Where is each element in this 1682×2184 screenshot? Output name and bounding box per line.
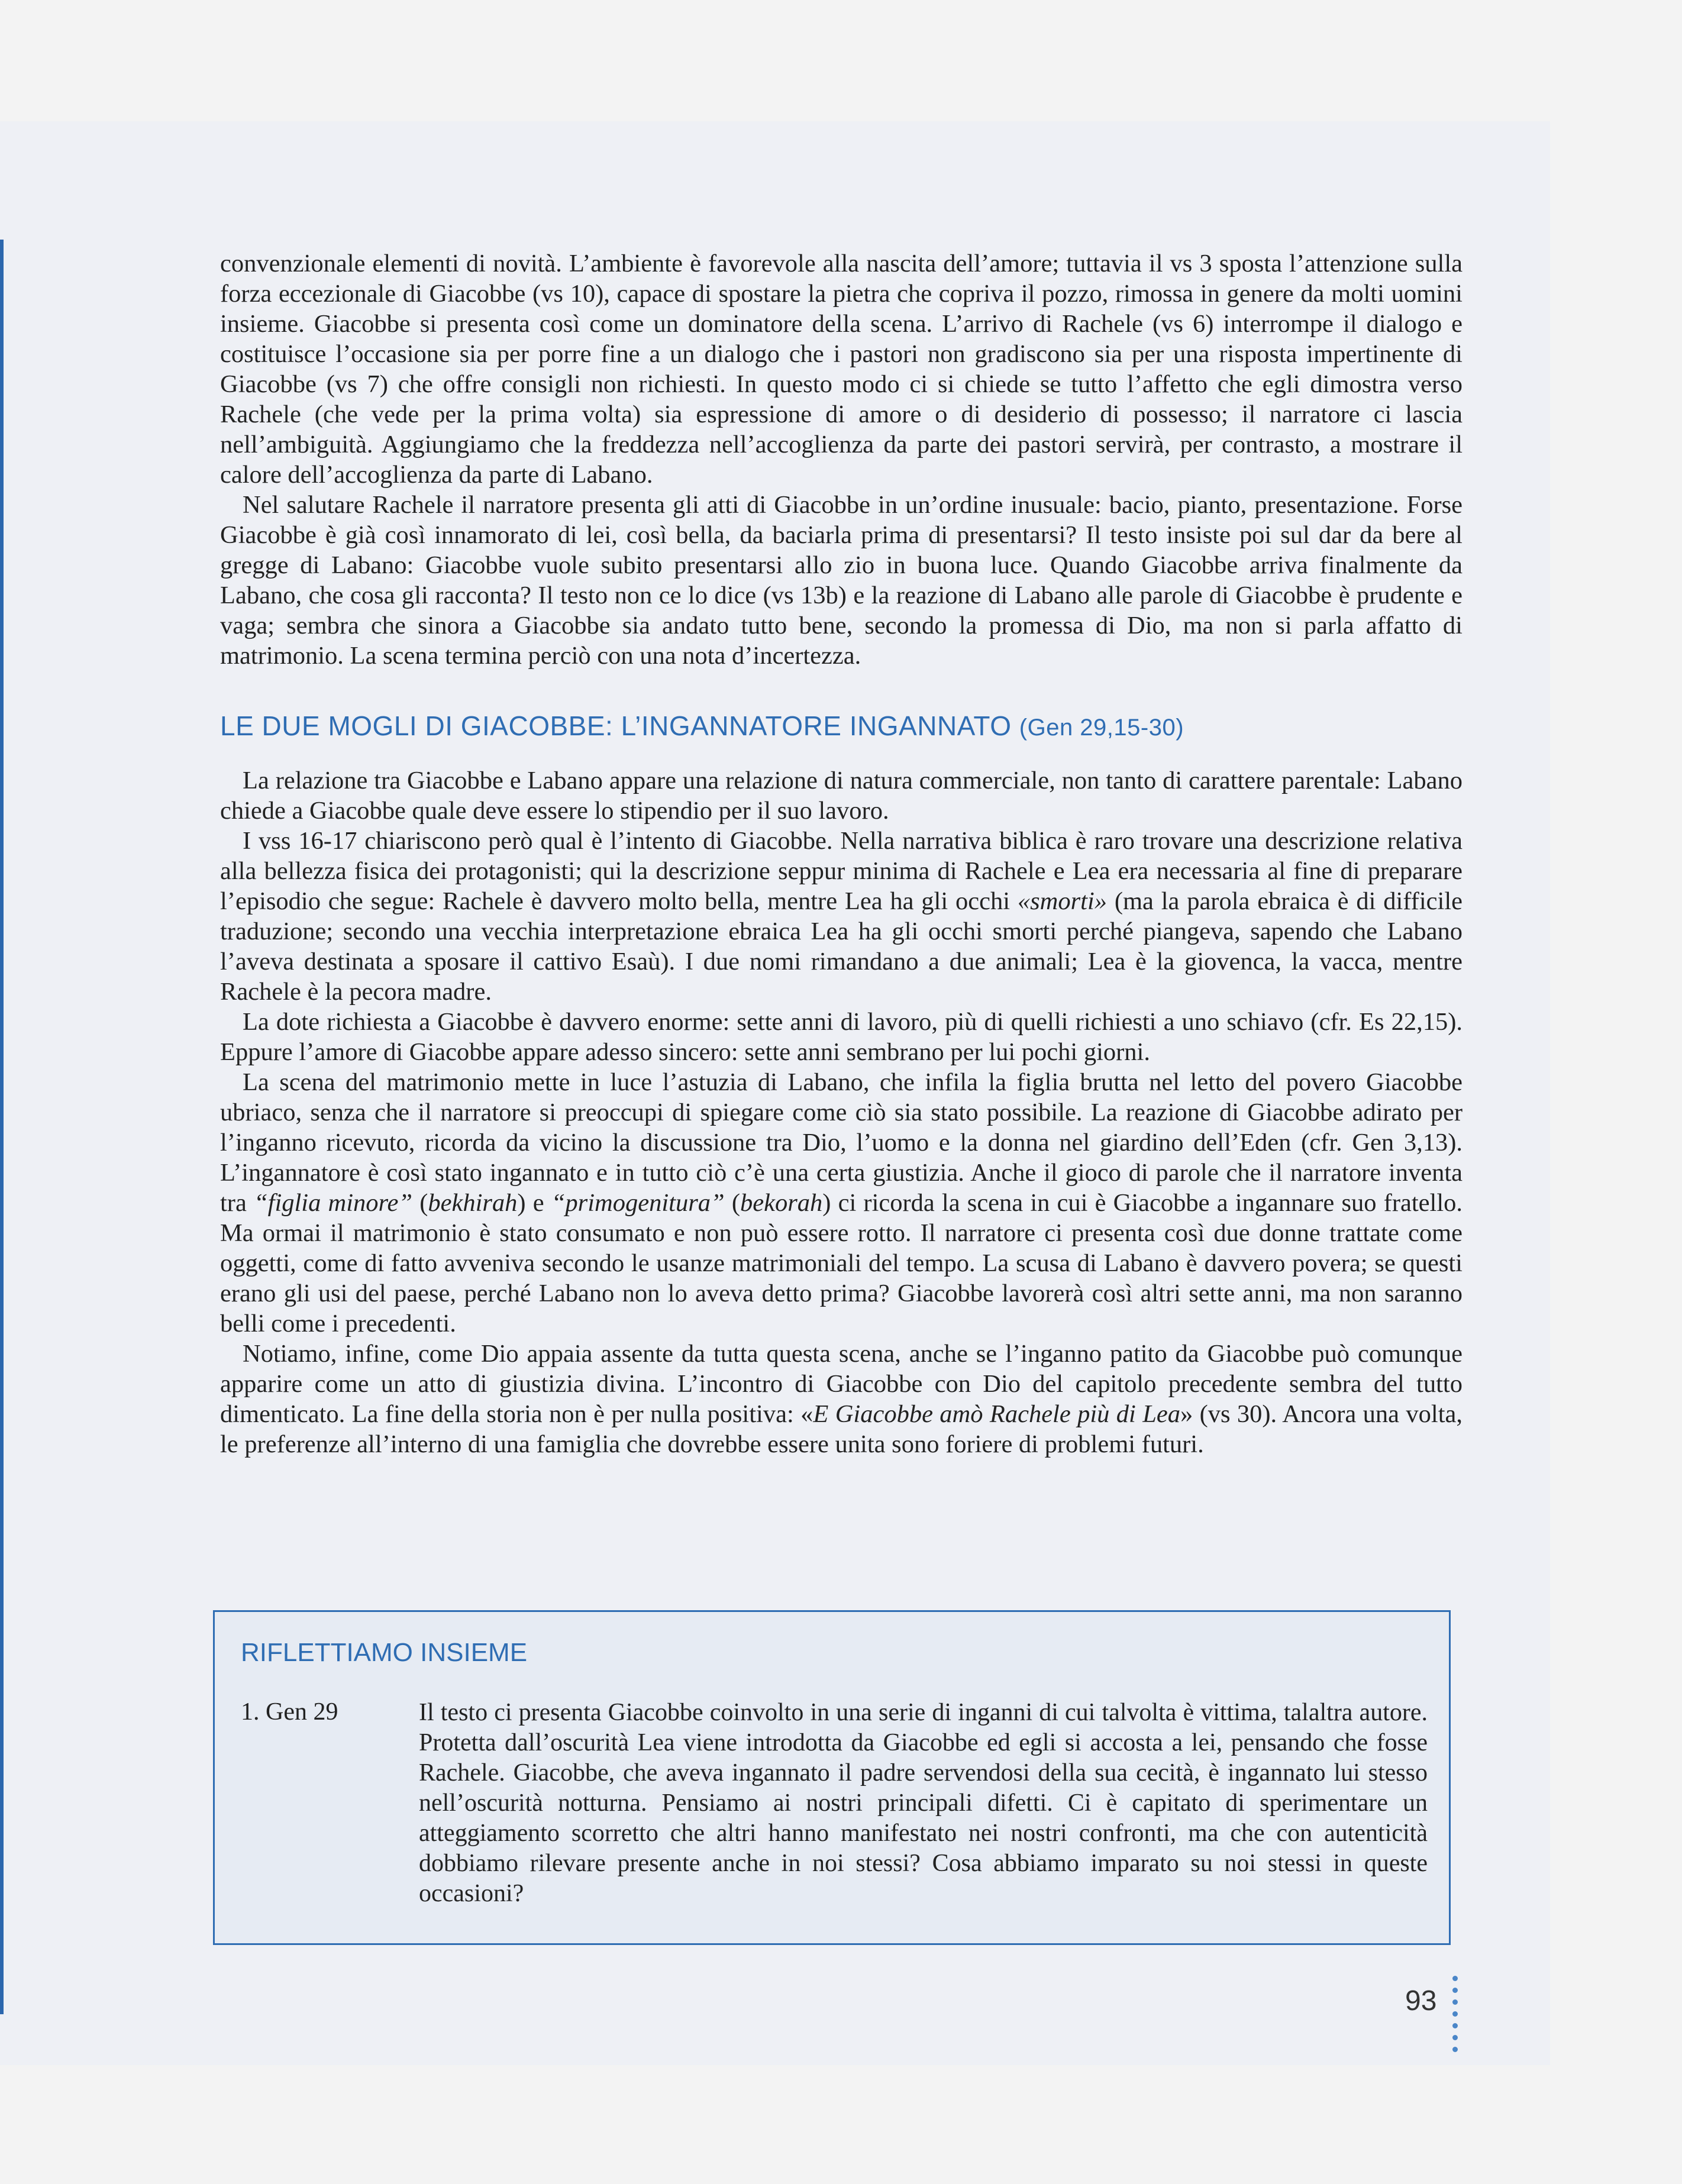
- paragraph-7: Notiamo, infine, come Dio appaia assente da tutta questa scena, anche se l’inganno patito da Giacobbe può comunque apparire come un atto di giustizia divina. L’incontro di Giacobbe con Dio del capitolo precedente sembra del tutto dimenticato. La fine della storia non è per nulla positiva: «E Giacobbe amò Rachele più di Lea» (vs 30). Ancora una volta, le preferenze all’interno di una famiglia che dovrebbe essere unita sono foriere di problemi futuri.: [220, 1340, 1463, 1458]
- paragraph-intro-1: convenzionale elementi di novità. L’ambiente è favorevole alla nascita dell’amore; tuttavia il vs 3 sposta l’attenzione sulla forza eccezionale di Giacobbe (vs 10), capace di spostare la pietra che copriva il pozzo, rimossa in genere da molti uomini insieme. Giacobbe si presenta così come un dominatore della scena. L’arrivo di Rachele (vs 6) interrompe il dialogo e costituisce l’occasione sia per porre fine a un dialogo che i pastori non gradiscono sia per una risposta impertinente di Giacobbe (vs 7) che offre consigli non richiesti. In questo modo ci si chiede se tutto l’affetto che egli dimostra verso Rachele (che vede per la prima volta) sia espressione di amore o di desiderio di possesso; il narratore ci lascia nell’ambiguità. Aggiungiamo che la freddezza nell’accoglienza da parte dei pastori servirà, per contrasto, a mostrare il calore dell’accoglienza da parte di Labano.: [220, 250, 1463, 489]
- reflection-box-title: RIFLETTIAMO INSIEME: [241, 1638, 528, 1667]
- reflection-box: [213, 1610, 1451, 1945]
- section-heading-ref: (Gen 29,15-30): [1019, 715, 1184, 741]
- section-heading: [220, 710, 1463, 742]
- paragraph-6: La scena del matrimonio mette in luce l’astuzia di Labano, che infila la figlia brutta nel letto del povero Giacobbe ubriaco, senza che il narratore si preoccupi di spiegare come ciò sia stato possibile. La reazione di Giacobbe adirato per l’inganno ricevuto, ricorda da vicino la discussione tra Dio, l’uomo e la donna nel giardino dell’Eden (cfr. Gen 3,13). L’ingannatore è così stato ingannato e in tutto ciò c’è una certa giustizia. Anche il gioco di parole che il narratore inventa tra “figlia minore” (bekhirah) e “primogenitura” (bekorah) ci ricorda la scena in cui è Giacobbe a ingannare suo fratello. Ma ormai il matrimonio è stato consumato e non può essere rotto. Il narratore ci presenta così due donne trattate come oggetti, come di fatto avveniva secondo le usanze matrimoniali del tempo. La scusa di Labano è davvero povera; se questi erano gli usi del paese, perché Labano non lo aveva detto prima? Giacobbe lavorerà così altri sette anni, ma non saranno belli come i precedenti.: [220, 1068, 1463, 1337]
- left-margin-rule: [0, 240, 4, 2014]
- main-text: [220, 248, 1463, 1459]
- paragraph-5: La dote richiesta a Giacobbe è davvero enorme: sette anni di lavoro, più di quelli richiesti a uno schiavo (cfr. Es 22,15). Eppure l’amore di Giacobbe appare adesso sincero: sette anni sembrano per lui pochi giorni.: [220, 1008, 1463, 1066]
- paragraph-3: La relazione tra Giacobbe e Labano appare una relazione di natura commerciale, non tanto di carattere parentale: Labano chiede a Giacobbe quale deve essere lo stipendio per il suo lavoro.: [220, 767, 1463, 825]
- page-number: 93: [1405, 1985, 1437, 2017]
- reflection-item-ref: 1. Gen 29: [241, 1698, 338, 1726]
- paragraph-intro-2: Nel salutare Rachele il narratore presenta gli atti di Giacobbe in un’ordine inusuale: bacio, pianto, presentazione. Forse Giacobbe è già così innamorato di lei, così bella, da baciarla prima di presentarsi? Il testo insiste poi sul dar da bere al gregge di Labano: Giacobbe vuole subito presentarsi allo zio in buona luce. Quando Giacobbe arriva finalmente da Labano, che cosa gli racconta? Il testo non ce lo dice (vs 13b) e la reazione di Labano alle parole di Giacobbe è prudente e vaga; sembra che sinora a Giacobbe sia andato tutto bene, secondo la promessa di Dio, ma non si parla affatto di matrimonio. La scena termina perciò con una nota d’incertezza.: [220, 491, 1463, 670]
- page-number-dots: [1452, 1976, 1458, 2059]
- reflection-item-text: Il testo ci presenta Giacobbe coinvolto in una serie di inganni di cui talvolta è vittima, talaltra autore. Protetta dall’oscurità Lea viene introdotta da Giacobbe ed egli si accosta a lei, pensando che fosse Rachele. Giacobbe, che aveva ingannato il padre servendosi della sua cecità, è ingannato lui stesso nell’oscurità notturna. Pensiamo ai nostri principali difetti. Ci è capitato di sperimentare un atteggiamento scorretto che altri hanno manifestato nei nostri confronti, ma che con autenticità dobbiamo rilevare presente anche in noi stessi? Cosa abbiamo imparato su noi stessi in queste occasioni?: [419, 1699, 1428, 1907]
- section-heading-title: LE DUE MOGLI DI GIACOBBE: L’INGANNATORE INGANNATO: [220, 710, 1012, 741]
- paragraph-4: I vss 16-17 chiariscono però qual è l’intento di Giacobbe. Nella narrativa biblica è raro trovare una descrizione relativa alla bellezza fisica dei protagonisti; qui la descrizione seppur minima di Rachele e Lea era necessaria al fine di preparare l’episodio che segue: Rachele è davvero molto bella, mentre Lea ha gli occhi «smorti» (ma la parola ebraica è di difficile traduzione; secondo una vecchia interpretazione ebraica Lea ha gli occhi smorti perché piangeva, sapendo che Labano l’aveva destinata a sposare il cattivo Esaù). I due nomi rimandano a due animali; Lea è la giovenca, la vacca, mentre Rachele è la pecora madre.: [220, 827, 1463, 1006]
